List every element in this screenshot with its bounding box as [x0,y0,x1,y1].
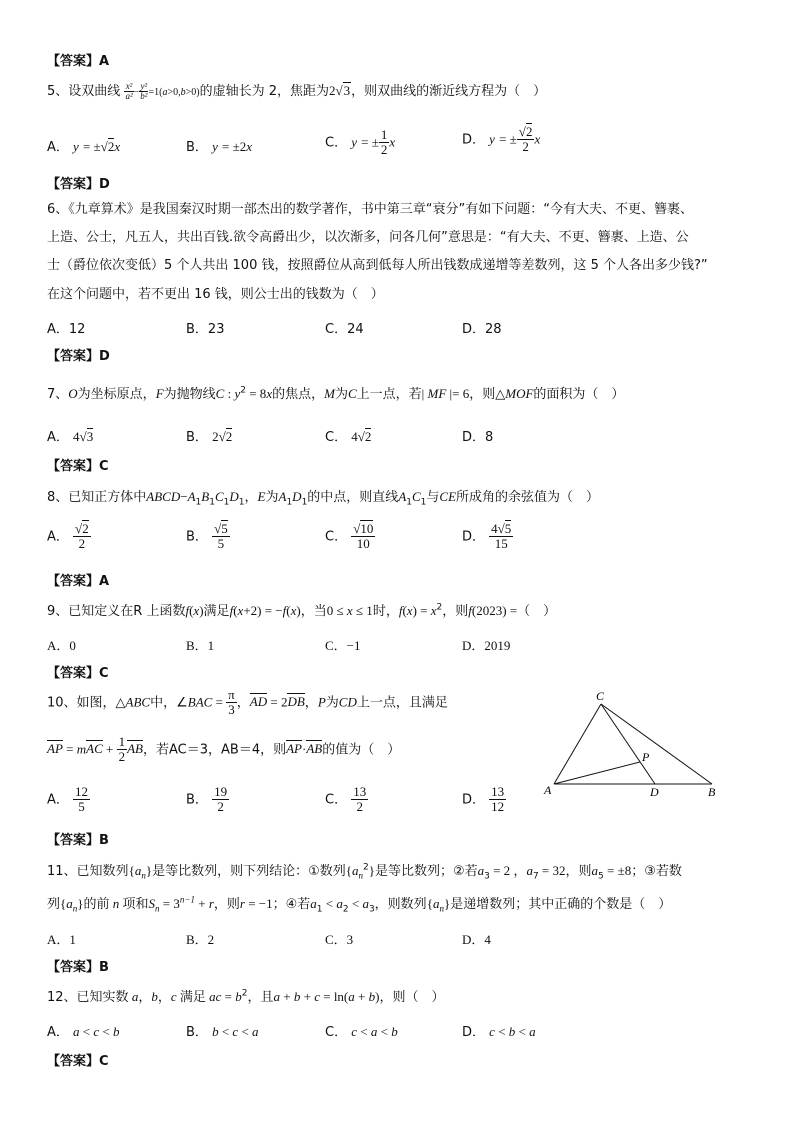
q6-option-d: D．28 [462,322,502,337]
q5-option-d: D． y = ± $\frac{√2}{2}$ x [462,124,541,155]
q9-option-a: A．0 [47,638,76,653]
question-number: 10、 [47,695,77,711]
answer-value: C [99,459,109,474]
question-10-line-2: AP = mAC + $\frac{1}{2}$ AB，若AC＝3，AB＝4，则AP·AB的值为（ ） [47,734,401,765]
answer-label: 【答案】 [47,960,100,975]
q9-option-d: D．2019 [462,638,511,653]
q6-option-a: A．12 [47,322,86,337]
answer-q9 [47,662,109,681]
question-text: ，则△ [469,387,506,402]
formula: $\frac{\text{x²}}{\text{a²}}$ [125,81,133,101]
question-text: 为抛物线 [163,387,216,402]
question-text: 上一点，若 [356,387,422,402]
answer-label: 【答案】 [47,1054,100,1069]
q12-option-d: D． c < b < a [462,1024,536,1040]
option-label: B． [186,1025,208,1040]
q8-option-d: D． $\frac{4√5}{15}$ [462,521,512,552]
q10-option-a: A． $\frac{12}{5}$ [47,784,89,815]
question-text: 为 [334,387,348,402]
option-label: B． [186,792,208,808]
question-text: 与 [426,490,440,505]
segment-cd [601,704,655,784]
question-text: ， [244,490,258,505]
question-number: 7、 [47,387,69,402]
label-c: C [596,690,605,703]
segment-ap [554,762,640,784]
answer-value: D [99,349,110,364]
answer-q5 [47,173,110,192]
question-text: ， [236,695,250,711]
question-6-line-1: 6、《九章算术》是我国秦汉时期一部杰出的数学著作，书中第三章“衰分”有如下问题：“今有大夫、不更、簪裹、 [47,202,693,217]
question-text: 设双曲线 [68,84,121,99]
answer-value: D [99,177,110,192]
answer-label: 【答案】 [47,54,100,69]
answer-label: 【答案】 [47,574,100,589]
option-label: C． [325,792,348,808]
answer-q6 [47,345,110,364]
answer-label: 【答案】 [47,833,100,848]
question-10-line-1: 10、如图，△ABC中，∠BAC = $\frac{\pi}{3}$ ，AD = 2DB，P为CD上一点，且满足 [47,687,448,718]
q7-option-a: A． 4√3 [47,429,94,445]
label-d: D [650,785,659,799]
q5-option-a: A． y = ±√2x [47,139,121,155]
question-12: 12、已知实数 a，b，c 满足 ac = $b^2$，且a + b + c = ln(a + b)，则（ ） [47,988,445,1005]
triangle-figure [540,690,730,802]
question-11-line-1: 11、已知数列$\{a_n\}$是等比数列，则下列结论：①数列$\{a_n^2\}$是等比数列；②若$a_3 = 2$ ，$a_7 = 32$，则$a_5 = \pm 8$；③若数 [47,862,682,882]
answer-value: C [99,1054,109,1069]
q11-option-b: B．2 [186,932,215,947]
answer-label: 【答案】 [47,349,100,364]
question-text: 已知定义在R 上函数 [68,604,186,619]
question-text: 为 [265,490,279,505]
answer-label: 【答案】 [47,459,100,474]
question-text: ；④若 [272,897,311,912]
question-text: 的虚轴长为 2，焦距为 [199,84,329,99]
option-label: D． [462,1025,486,1040]
q7-option-c: C． 4√2 [325,429,372,445]
question-5: 5、设双曲线 $\frac{\text{x²}}{\text{a²}}$ − $\frac{\text{y²}}{\text{b²}}$ =1(a>0,b>0)的虚轴长为 2，焦距为2√3，则双曲线的渐近线方程为（ ） [47,81,547,101]
question-text: 已知正方体中 [68,490,147,505]
question-text: 的中点，则直线 [307,490,399,505]
q12-option-a: A． a < c < b [47,1024,120,1040]
question-number: 11、 [47,864,77,879]
answer-q7 [47,455,109,474]
option-label: C． [325,135,348,151]
option-label: C． [325,529,348,545]
question-text: 是递增数列；其中正确的个数是（ ） [450,897,672,912]
question-text: 为 [325,695,339,711]
question-text: ，且 [247,990,274,1005]
q11-option-d: D．4 [462,932,491,947]
option-label: D． [462,529,486,545]
question-text: 已知数列 [76,864,129,879]
segment-ac [554,704,601,784]
q9-option-c: C．−1 [325,638,361,653]
answer-label: 【答案】 [47,177,100,192]
q7-option-b: B． 2√2 [186,429,233,445]
question-text: 满足 [203,604,230,619]
q5-option-b: B． y = ±2x [186,139,252,155]
answer-q12 [47,1050,109,1069]
formula: $\frac{\text{y²}}{\text{b²}}$ [140,81,148,101]
q10-option-b: B． $\frac{19}{2}$ [186,784,228,815]
question-8: 8、已知正方体中$ABCD-A_1B_1C_1D_1$，E为$A_1D_1$的中点，则直线$A_1C_1$与CE所成角的余弦值为（ ） [47,489,600,508]
label-b: B [708,785,716,799]
q5-option-c: C． y = ± $\frac{1}{2}$ x [325,127,396,158]
segment-cb [601,704,712,784]
question-text: 上一点，且满足 [356,695,448,711]
question-11-line-2: 列$\{a_n\}$的前 n 项和$S_n = 3^{n-1} + r$，则r = −1；④若$a_1 < a_2 < a_3$，则数列$\{a_n\}$是递增数列；其中正确的个数是（ ） [47,894,672,915]
question-number: 9、 [47,604,69,619]
question-9: 9、已知定义在R 上函数f(x)满足f(x+2) = −f(x)，当0 ≤ x ≤ 1时，$f(x) = x^2$，则f(2023) =（ ） [47,602,557,619]
option-label: D． [462,792,486,808]
question-6-line-2: 上造、公士，凡五人，共出百钱.欲令高爵出少，以次渐多，问各几何”意思是：“有大夫、不更、簪裹、上造、公 [47,230,689,245]
q8-option-c: C． $\frac{√10}{10}$ [325,521,374,552]
question-text: 已知实数 [76,990,129,1005]
question-text: ，则 [565,864,592,879]
question-text: ，则（ ） [379,990,445,1005]
question-text: 中，∠ [150,695,188,711]
question-text: 的前 [83,897,110,912]
question-text: 的焦点， [272,387,325,402]
question-text: ， [304,695,318,711]
option-label: A． [47,1025,69,1040]
answer-q10 [47,829,109,848]
option-label: B． [186,140,208,155]
question-text: 的值为（ ） [322,742,401,758]
question-text: 如图，△ [76,695,126,711]
option-label: D． [462,132,486,148]
question-number: 8、 [47,490,69,505]
question-text: 的面积为（ ） [533,387,625,402]
answer-value: B [99,833,109,848]
question-text: ，当 [300,604,327,619]
answer-value: A [99,574,110,589]
question-text: ，若 [142,742,169,758]
question-text: ，则数列 [374,897,427,912]
question-text: AC＝3，AB＝4，则 [169,742,287,758]
question-text: 满足 [179,990,206,1005]
answer-q4 [47,50,109,69]
q6-option-b: B．23 [186,322,225,337]
answer-label: 【答案】 [47,666,100,681]
option-label: B． [186,430,208,445]
q8-option-b: B． $\frac{√5}{5}$ [186,521,228,552]
answer-q8 [47,570,109,589]
question-text: 为坐标原点， [77,387,156,402]
question-text: 是等比数列；②若 [374,864,478,879]
question-text: 项和 [122,897,149,912]
question-text: ；③若数 [631,864,682,879]
question-text: 时， [372,604,399,619]
q7-option-d: D．8 [462,430,494,445]
label-p: P [642,750,650,764]
option-label: C． [325,430,348,445]
q11-option-c: C．3 [325,932,354,947]
question-text: 列 [47,897,61,912]
question-number: 5、 [47,84,69,99]
q11-option-a: A．1 [47,932,76,947]
question-text: ，则 [442,604,469,619]
answer-value: B [99,960,109,975]
answer-value: A [99,54,110,69]
formula: 2√3 [329,83,351,98]
question-number: 12、 [47,990,77,1005]
question-text: ，则 [213,897,240,912]
answer-value: C [99,666,109,681]
q10-option-d: D． $\frac{13}{12}$ [462,784,505,815]
question-6-line-3: 士（爵位依次变低）5 个人共出 100 钱，按照爵位从高到低每人所出钱数成递增等差数列，这 5 个人各出多少钱?” [47,258,708,273]
option-label: B． [186,529,208,545]
option-label: A． [47,140,69,155]
option-label: A． [47,792,69,808]
q6-option-c: C．24 [325,322,364,337]
option-label: A． [47,529,69,545]
question-text: （ ） [517,604,557,619]
question-text: ，则双曲线的渐近线方程为（ ） [351,84,547,99]
question-6-line-4: 在这个问题中，若不更出 16 钱，则公士出的钱数为（ ） [47,287,384,302]
answer-q11 [47,956,109,975]
option-label: C． [325,1025,348,1040]
option-label: A． [47,430,69,445]
question-text: 所成角的余弦值为（ ） [456,490,600,505]
q8-option-a: A． $\frac{√2}{2}$ [47,521,89,552]
q10-option-c: C． $\frac{13}{2}$ [325,784,367,815]
question-7: 7、O为坐标原点，F为抛物线C : $y^2 = 8x$的焦点，M为C上一点，若| MF |= 6，则△MOF的面积为（ ） [47,385,625,402]
q12-option-c: C． c < a < b [325,1024,398,1040]
q12-option-b: B． b < c < a [186,1024,259,1040]
question-text: 是等比数列，则下列结论：①数列 [152,864,346,879]
label-a: A [544,783,552,797]
q9-option-b: B．1 [186,638,215,653]
